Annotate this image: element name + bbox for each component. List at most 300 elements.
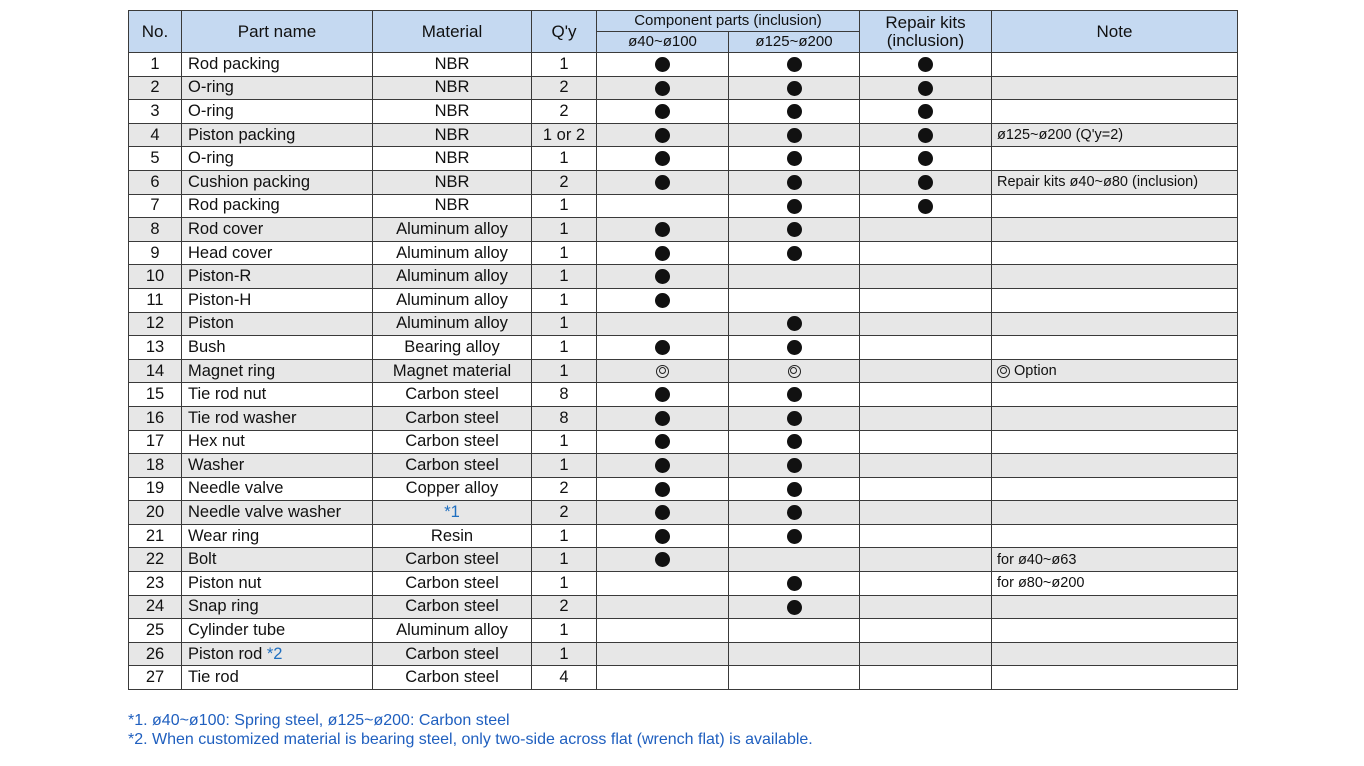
part-name-text: Head cover <box>188 243 273 262</box>
cell-note <box>992 100 1238 124</box>
cell-range-a <box>597 312 729 336</box>
part-name-text: Piston-H <box>188 290 252 309</box>
cell-qty: 1 <box>532 359 597 383</box>
cell-range-b <box>729 572 860 596</box>
cell-no: 2 <box>129 76 182 100</box>
cell-qty: 1 <box>532 288 597 312</box>
filled-circle-icon <box>655 151 670 166</box>
cell-repair-kit <box>860 218 992 242</box>
cell-note <box>992 265 1238 289</box>
cell-part-name <box>182 666 373 690</box>
cell-range-b <box>729 53 860 77</box>
cell-repair-kit <box>860 53 992 77</box>
cell-note <box>992 595 1238 619</box>
cell-range-b <box>729 642 860 666</box>
part-name-text: Hex nut <box>188 432 245 451</box>
cell-range-a <box>597 383 729 407</box>
double-circle-icon <box>788 365 801 378</box>
filled-circle-icon <box>787 482 802 497</box>
cell-range-a <box>597 430 729 454</box>
filled-circle-icon <box>918 57 933 72</box>
table-row <box>129 76 1238 100</box>
cell-qty: 2 <box>532 595 597 619</box>
table-header <box>129 11 1238 53</box>
cell-part-name <box>182 336 373 360</box>
filled-circle-icon <box>787 505 802 520</box>
filled-circle-icon <box>655 246 670 261</box>
filled-circle-icon <box>655 387 670 402</box>
cell-part-name <box>182 430 373 454</box>
filled-circle-icon <box>787 600 802 615</box>
part-name-text: Piston rod <box>188 644 263 663</box>
cell-range-b <box>729 123 860 147</box>
cell-no: 19 <box>129 477 182 501</box>
cell-range-a <box>597 666 729 690</box>
cell-qty: 1 <box>532 548 597 572</box>
cell-range-b <box>729 100 860 124</box>
cell-no: 12 <box>129 312 182 336</box>
cell-repair-kit <box>860 430 992 454</box>
cell-repair-kit <box>860 595 992 619</box>
cell-note <box>992 406 1238 430</box>
footnote-1: *1. ø40~ø100: Spring steel, ø125~ø200: Carbon steel <box>128 712 510 729</box>
cell-qty: 1 or 2 <box>532 123 597 147</box>
filled-circle-icon <box>787 199 802 214</box>
cell-part-name <box>182 53 373 77</box>
cell-note <box>992 359 1238 383</box>
filled-circle-icon <box>918 175 933 190</box>
cell-part-name <box>182 76 373 100</box>
part-name-text: Tie rod washer <box>188 408 297 427</box>
cell-qty: 1 <box>532 642 597 666</box>
filled-circle-icon <box>787 222 802 237</box>
cell-range-a <box>597 501 729 525</box>
cell-part-name <box>182 147 373 171</box>
header-part-name: Part name <box>182 11 373 53</box>
cell-repair-kit <box>860 147 992 171</box>
header-repair-kits-line2: (inclusion) <box>886 30 965 50</box>
cell-repair-kit <box>860 265 992 289</box>
cell-qty: 1 <box>532 194 597 218</box>
cell-material: Aluminum alloy <box>373 218 532 242</box>
cell-qty: 1 <box>532 218 597 242</box>
cell-material: Magnet material <box>373 359 532 383</box>
cell-material: Resin <box>373 524 532 548</box>
filled-circle-icon <box>655 222 670 237</box>
table-row <box>129 241 1238 265</box>
cell-part-name <box>182 288 373 312</box>
table-row <box>129 100 1238 124</box>
table-row <box>129 288 1238 312</box>
cell-part-name <box>182 524 373 548</box>
part-name-text: Cushion packing <box>188 172 310 191</box>
cell-no: 25 <box>129 619 182 643</box>
cell-part-name <box>182 477 373 501</box>
table-row <box>129 406 1238 430</box>
cell-repair-kit <box>860 76 992 100</box>
cell-repair-kit <box>860 619 992 643</box>
part-name-text: Bolt <box>188 550 217 569</box>
filled-circle-icon <box>787 81 802 96</box>
cell-material: Aluminum alloy <box>373 312 532 336</box>
part-name-text: O-ring <box>188 78 234 97</box>
table-row <box>129 572 1238 596</box>
filled-circle-icon <box>655 505 670 520</box>
cell-qty: 8 <box>532 383 597 407</box>
filled-circle-icon <box>655 57 670 72</box>
cell-part-name <box>182 642 373 666</box>
header-range-b: ø125~ø200 <box>729 32 860 53</box>
part-name-text: Needle valve washer <box>188 503 342 522</box>
cell-qty: 1 <box>532 265 597 289</box>
header-repair-kits-line1: Repair kits <box>885 12 966 32</box>
header-material: Material <box>373 11 532 53</box>
cell-no: 6 <box>129 170 182 194</box>
cell-range-b <box>729 477 860 501</box>
cell-note <box>992 430 1238 454</box>
cell-note <box>992 312 1238 336</box>
cell-range-a <box>597 170 729 194</box>
filled-circle-icon <box>655 458 670 473</box>
part-name-text: Tie rod nut <box>188 385 267 404</box>
cell-material: Aluminum alloy <box>373 288 532 312</box>
cell-qty: 1 <box>532 619 597 643</box>
part-name-text: Needle valve <box>188 479 284 498</box>
cell-note <box>992 477 1238 501</box>
cell-range-a <box>597 477 729 501</box>
filled-circle-icon <box>655 269 670 284</box>
cell-no: 8 <box>129 218 182 242</box>
cell-note <box>992 572 1238 596</box>
cell-qty: 2 <box>532 501 597 525</box>
filled-circle-icon <box>787 175 802 190</box>
table-row <box>129 383 1238 407</box>
part-name-text: Tie rod <box>188 668 239 687</box>
cell-note <box>992 454 1238 478</box>
filled-circle-icon <box>787 128 802 143</box>
cell-note <box>992 288 1238 312</box>
cell-range-a <box>597 123 729 147</box>
cell-note <box>992 524 1238 548</box>
cell-range-b <box>729 218 860 242</box>
header-range-a: ø40~ø100 <box>597 32 729 53</box>
note-text: Option <box>1014 363 1057 380</box>
cell-no: 23 <box>129 572 182 596</box>
cell-part-name <box>182 359 373 383</box>
table-row <box>129 524 1238 548</box>
cell-part-name <box>182 406 373 430</box>
cell-range-b <box>729 548 860 572</box>
cell-range-b <box>729 383 860 407</box>
cell-note <box>992 619 1238 643</box>
cell-no: 15 <box>129 383 182 407</box>
cell-range-a <box>597 241 729 265</box>
cell-note <box>992 666 1238 690</box>
cell-part-name <box>182 218 373 242</box>
cell-repair-kit <box>860 359 992 383</box>
filled-circle-icon <box>787 458 802 473</box>
cell-part-name <box>182 595 373 619</box>
table-row <box>129 595 1238 619</box>
header-note: Note <box>992 11 1238 53</box>
cell-qty: 4 <box>532 666 597 690</box>
table-row <box>129 194 1238 218</box>
cell-note <box>992 194 1238 218</box>
cell-no: 5 <box>129 147 182 171</box>
cell-no: 16 <box>129 406 182 430</box>
double-circle-icon <box>656 365 669 378</box>
cell-range-a <box>597 147 729 171</box>
cell-material: Aluminum alloy <box>373 265 532 289</box>
cell-repair-kit <box>860 123 992 147</box>
cell-repair-kit <box>860 477 992 501</box>
filled-circle-icon <box>655 482 670 497</box>
cell-range-a <box>597 53 729 77</box>
cell-range-a <box>597 524 729 548</box>
cell-range-b <box>729 76 860 100</box>
cell-range-b <box>729 147 860 171</box>
cell-material: NBR <box>373 76 532 100</box>
header-repair-kits <box>860 11 992 53</box>
cell-part-name <box>182 265 373 289</box>
cell-note <box>992 336 1238 360</box>
cell-no: 26 <box>129 642 182 666</box>
filled-circle-icon <box>787 576 802 591</box>
cell-range-b <box>729 336 860 360</box>
cell-qty: 1 <box>532 572 597 596</box>
cell-part-name <box>182 383 373 407</box>
table-row <box>129 147 1238 171</box>
cell-qty: 2 <box>532 76 597 100</box>
cell-repair-kit <box>860 501 992 525</box>
part-name-text: Magnet ring <box>188 361 276 380</box>
table-row <box>129 477 1238 501</box>
cell-note <box>992 218 1238 242</box>
cell-no: 18 <box>129 454 182 478</box>
filled-circle-icon <box>655 81 670 96</box>
cell-material: Carbon steel <box>373 642 532 666</box>
cell-no: 20 <box>129 501 182 525</box>
table-row <box>129 430 1238 454</box>
cell-material: Carbon steel <box>373 454 532 478</box>
cell-part-name <box>182 194 373 218</box>
cell-no: 17 <box>129 430 182 454</box>
cell-material: *1 <box>373 501 532 525</box>
cell-material: NBR <box>373 170 532 194</box>
cell-range-b <box>729 288 860 312</box>
cell-range-a <box>597 619 729 643</box>
cell-qty: 1 <box>532 454 597 478</box>
part-name-text: Piston <box>188 314 234 333</box>
cell-qty: 1 <box>532 53 597 77</box>
cell-material: Aluminum alloy <box>373 241 532 265</box>
double-circle-icon <box>997 365 1010 378</box>
cell-qty: 8 <box>532 406 597 430</box>
filled-circle-icon <box>787 340 802 355</box>
filled-circle-icon <box>787 151 802 166</box>
cell-no: 13 <box>129 336 182 360</box>
cell-part-name <box>182 123 373 147</box>
cell-part-name <box>182 548 373 572</box>
cell-note <box>992 241 1238 265</box>
cell-range-a <box>597 642 729 666</box>
cell-range-a <box>597 336 729 360</box>
cell-part-name <box>182 572 373 596</box>
cell-range-a <box>597 454 729 478</box>
cell-range-b <box>729 666 860 690</box>
cell-material: NBR <box>373 53 532 77</box>
cell-qty: 1 <box>532 241 597 265</box>
cell-part-name <box>182 100 373 124</box>
note-text: ø125~ø200 (Q'y=2) <box>997 127 1124 144</box>
cell-range-b <box>729 501 860 525</box>
table-row <box>129 265 1238 289</box>
table-row <box>129 218 1238 242</box>
part-name-text: Piston nut <box>188 573 262 592</box>
filled-circle-icon <box>787 387 802 402</box>
filled-circle-icon <box>655 434 670 449</box>
filled-circle-icon <box>918 104 933 119</box>
filled-circle-icon <box>655 411 670 426</box>
note-text: Repair kits ø40~ø80 (inclusion) <box>997 174 1199 191</box>
cell-range-b <box>729 595 860 619</box>
part-name-text: Rod packing <box>188 196 280 215</box>
table-row <box>129 454 1238 478</box>
filled-circle-icon <box>655 552 670 567</box>
cell-range-a <box>597 406 729 430</box>
cell-repair-kit <box>860 548 992 572</box>
cell-range-b <box>729 359 860 383</box>
cell-qty: 1 <box>532 524 597 548</box>
cell-part-name <box>182 454 373 478</box>
cell-no: 4 <box>129 123 182 147</box>
cell-range-a <box>597 218 729 242</box>
cell-range-a <box>597 194 729 218</box>
cell-part-name <box>182 170 373 194</box>
part-name-text: Piston-R <box>188 267 252 286</box>
table-row <box>129 170 1238 194</box>
cell-qty: 1 <box>532 430 597 454</box>
cell-range-a <box>597 288 729 312</box>
filled-circle-icon <box>655 529 670 544</box>
cell-repair-kit <box>860 406 992 430</box>
table-row <box>129 312 1238 336</box>
parts-table <box>128 10 1238 690</box>
cell-no: 11 <box>129 288 182 312</box>
cell-no: 24 <box>129 595 182 619</box>
cell-range-b <box>729 524 860 548</box>
filled-circle-icon <box>787 57 802 72</box>
cell-material: Carbon steel <box>373 572 532 596</box>
cell-part-name <box>182 241 373 265</box>
cell-range-b <box>729 194 860 218</box>
cell-repair-kit <box>860 241 992 265</box>
cell-no: 1 <box>129 53 182 77</box>
cell-range-a <box>597 572 729 596</box>
filled-circle-icon <box>787 434 802 449</box>
cell-range-a <box>597 359 729 383</box>
table-body <box>129 53 1238 690</box>
cell-repair-kit <box>860 666 992 690</box>
note-text: for ø80~ø200 <box>997 575 1085 592</box>
cell-material: Aluminum alloy <box>373 619 532 643</box>
header-no: No. <box>129 11 182 53</box>
table-row <box>129 666 1238 690</box>
cell-note <box>992 642 1238 666</box>
part-name-text: Rod cover <box>188 219 264 238</box>
cell-no: 21 <box>129 524 182 548</box>
table-row <box>129 123 1238 147</box>
cell-no: 14 <box>129 359 182 383</box>
cell-no: 3 <box>129 100 182 124</box>
part-name-text: Piston packing <box>188 125 296 144</box>
cell-note <box>992 147 1238 171</box>
cell-repair-kit <box>860 336 992 360</box>
cell-note <box>992 501 1238 525</box>
cell-repair-kit <box>860 100 992 124</box>
cell-material: NBR <box>373 123 532 147</box>
table-row <box>129 359 1238 383</box>
cell-qty: 1 <box>532 147 597 171</box>
cell-range-b <box>729 312 860 336</box>
part-name-footnote-ref: *2 <box>266 644 283 663</box>
header-component-parts: Component parts (inclusion) <box>597 11 860 32</box>
cell-material: Carbon steel <box>373 548 532 572</box>
cell-material: Carbon steel <box>373 430 532 454</box>
cell-no: 10 <box>129 265 182 289</box>
table-row <box>129 642 1238 666</box>
cell-range-b <box>729 430 860 454</box>
part-name-text: Rod packing <box>188 54 280 73</box>
cell-part-name <box>182 312 373 336</box>
cell-repair-kit <box>860 288 992 312</box>
cell-range-b <box>729 170 860 194</box>
cell-range-a <box>597 76 729 100</box>
cell-repair-kit <box>860 642 992 666</box>
cell-repair-kit <box>860 454 992 478</box>
table-row <box>129 53 1238 77</box>
cell-material: Carbon steel <box>373 666 532 690</box>
table-row <box>129 548 1238 572</box>
filled-circle-icon <box>787 246 802 261</box>
cell-repair-kit <box>860 170 992 194</box>
cell-range-a <box>597 265 729 289</box>
part-name-text: Wear ring <box>188 526 260 545</box>
table-row <box>129 336 1238 360</box>
filled-circle-icon <box>918 199 933 214</box>
part-name-text: Washer <box>188 455 245 474</box>
filled-circle-icon <box>655 340 670 355</box>
cell-note <box>992 170 1238 194</box>
cell-repair-kit <box>860 194 992 218</box>
cell-repair-kit <box>860 383 992 407</box>
cell-range-b <box>729 241 860 265</box>
part-name-text: Cylinder tube <box>188 621 286 640</box>
cell-qty: 1 <box>532 312 597 336</box>
table-row <box>129 619 1238 643</box>
cell-material: Carbon steel <box>373 383 532 407</box>
cell-material: NBR <box>373 100 532 124</box>
footnote-2: *2. When customized material is bearing steel, only two-side across flat (wrench flat) is available. <box>128 731 813 748</box>
part-name-text: Bush <box>188 337 226 356</box>
cell-range-b <box>729 265 860 289</box>
cell-material: NBR <box>373 147 532 171</box>
cell-no: 27 <box>129 666 182 690</box>
cell-material: Carbon steel <box>373 595 532 619</box>
cell-material: Bearing alloy <box>373 336 532 360</box>
cell-qty: 2 <box>532 477 597 501</box>
filled-circle-icon <box>655 175 670 190</box>
